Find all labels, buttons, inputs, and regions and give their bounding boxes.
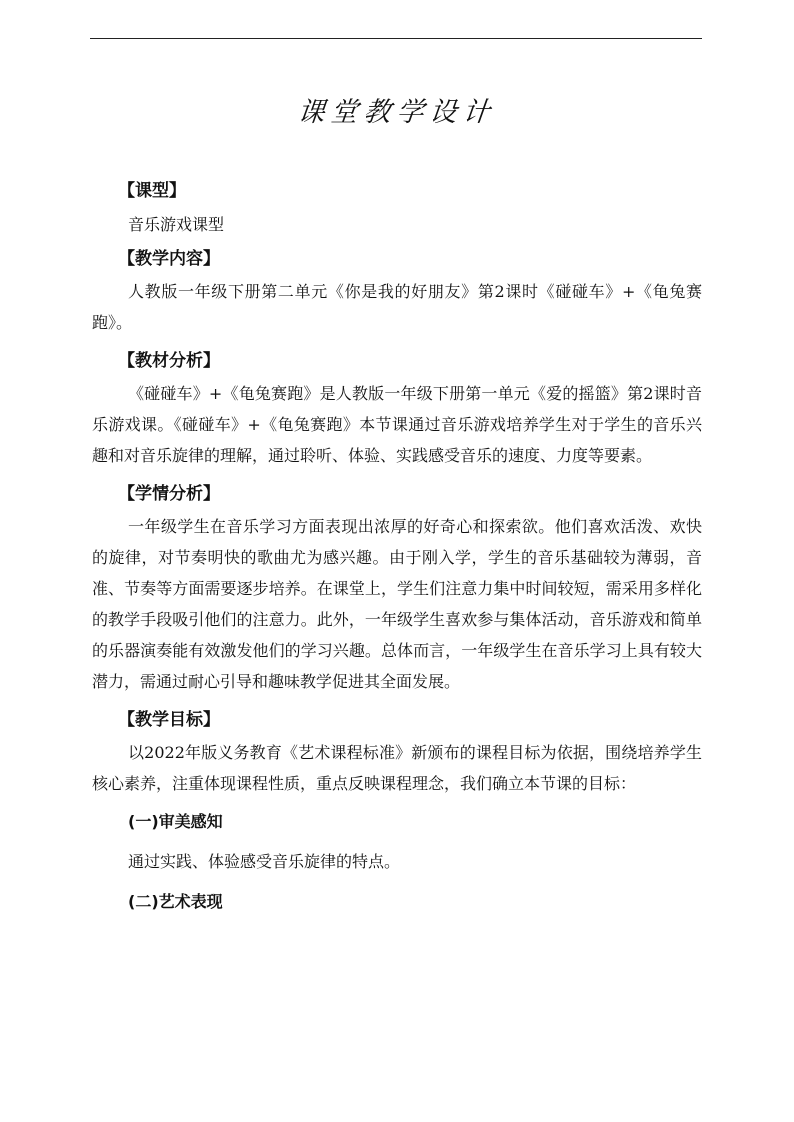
objective-heading-artistic: (二)艺术表现 (128, 892, 223, 911)
material-analysis-text: 《碰碰车》+《龟兔赛跑》是人教版一年级下册第一单元《爱的摇篮》第2课时音乐游戏课。《碰碰车》+《龟兔赛跑》本节课通过音乐游戏培养学生对于学生的音乐兴趣和对音乐旋律的理解，通过聆听、体验、实践感受音乐的速度、力度等要素。 (92, 384, 702, 465)
section-heading-lesson-type: 【课型】 (118, 181, 186, 201)
objectives-text: 以2022年版义务教育《艺术课程标准》新颁布的课程目标为依据，围绕培养学生核心素养，注重体现课程性质，重点反映课程理念，我们确立本节课的目标： (92, 743, 702, 793)
document-body (92, 174, 702, 919)
objective-heading-aesthetic: (一)审美感知 (128, 812, 223, 831)
section-heading-objectives: 【教学目标】 (118, 710, 220, 730)
header-rule (90, 38, 702, 39)
objective-text-aesthetic: 通过实践、体验感受音乐旋律的特点。 (128, 852, 401, 871)
section-heading-content: 【教学内容】 (118, 249, 220, 269)
student-analysis-text: 一年级学生在音乐学习方面表现出浓厚的好奇心和探索欲。他们喜欢活泼、欢快的旋律，对节奏明快的歌曲尤为感兴趣。由于刚入学，学生的音乐基础较为薄弱，音准、节奏等方面需要逐步培养。在课堂上，学生们注意力集中时间较短，需采用多样化的教学手段吸引他们的注意力。此外，一年级学生喜欢参与集体活动，音乐游戏和简单的乐器演奏能有效激发他们的学习兴趣。总体而言，一年级学生在音乐学习上具有较大潜力，需通过耐心引导和趣味教学促进其全面发展。 (92, 517, 702, 691)
section-heading-student-analysis: 【学情分析】 (118, 484, 220, 504)
page-title: 课堂教学设计 (296, 97, 498, 128)
content-text: 人教版一年级下册第二单元《你是我的好朋友》第2课时《碰碰车》+《龟兔赛跑》。 (92, 282, 702, 332)
lesson-type-text: 音乐游戏课型 (128, 215, 225, 234)
section-heading-material-analysis: 【教材分析】 (118, 351, 220, 371)
